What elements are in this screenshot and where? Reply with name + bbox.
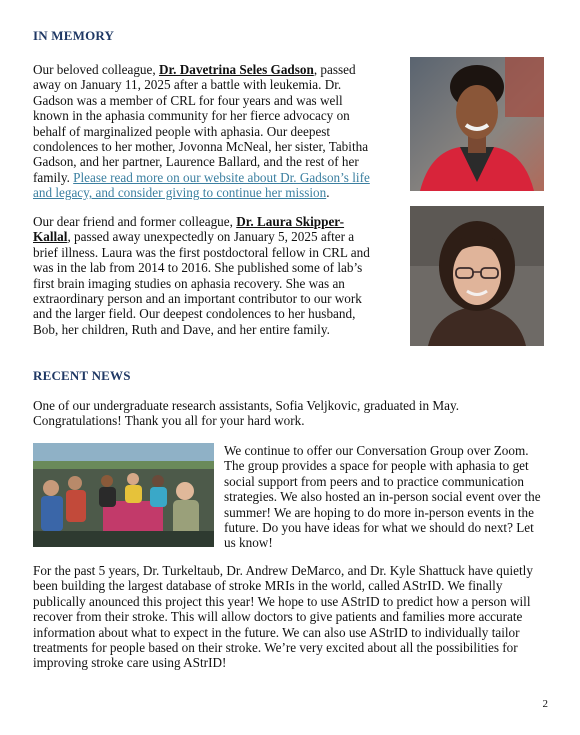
page-number: 2: [542, 698, 548, 710]
gadson-portrait: [410, 57, 544, 191]
astrid-paragraph: For the past 5 years, Dr. Turkeltaub, Dr. Andrew DeMarco, and Dr. Kyle Shattuck have quietly been building the largest database of stroke MRIs in the world, called AStrID. We finally publically anounced this project this year! We hope to use AStrID to predict how a person will recover from their stroke. This will allow doctors to give patients and families more accurate information about what to expect in the future. We can also use AStrID to individually tailor treatments for people based on their stroke. We’re very excited about all the possibilities for improving stroke care using AStrID!: [33, 563, 533, 671]
skipper-kallal-portrait: [410, 206, 544, 346]
graduation-paragraph: One of our undergraduate research assistants, Sofia Veljkovic, graduated in May. Congratulations! Thank you all for your hard work.: [33, 398, 460, 429]
in-memory-heading: IN MEMORY: [33, 28, 115, 43]
gadson-paragraph: Our beloved colleague, Dr. Davetrina Seles Gadson, passed away on January 11, 2025 after a battle with leukemia. Dr. Gadson was a member of CRL for four years and was well known in the aphasia community for her fierce advocacy on behalf of marginalized people with aphasia. Our deepest condolences to her mother, Jovonna McNeal, her sister, Tabitha Gadson, and her partner, Laurence Ballard, and the rest of her family. Please read more on our website about Dr. Gadson’s life and legacy, and consider giving to continue her mission.: [33, 62, 370, 201]
recent-news-heading: RECENT NEWS: [33, 368, 131, 383]
conversation-group-paragraph: We continue to offer our Conversation Group over Zoom. The group provides a space for people with aphasia to get social support from peers and to practice communication strategies. We also hosted an in-person social event over the summer! We are hoping to do more in-person events in the future. Do you have ideas for what we should do next? Let us know!: [224, 443, 541, 551]
social-event-photo: [33, 443, 214, 547]
skipper-kallal-paragraph: Our dear friend and former colleague, Dr. Laura Skipper-Kallal, passed away unexpectedly on January 5, 2025 after a brief illness. Laura was the first postdoctoral fellow in CRL and was in the lab from 2014 to 2016. She published some of lab’s first brain imaging studies on aphasia recovery. She was an extraordinary person and an important contributor to our work and the larger field. Our deepest condolences to her husband, Bob, her children, Ruth and Dave, and her entire family.: [33, 214, 370, 337]
skipper-kallal-name: Dr. Laura Skipper-Kallal: [33, 214, 345, 245]
gadson-name: Dr. Davetrina Seles Gadson: [158, 62, 314, 77]
gadson-legacy-link[interactable]: Please read more on our website about Dr. Gadson’s life and legacy, and consider giving to continue her mission: [33, 169, 370, 201]
